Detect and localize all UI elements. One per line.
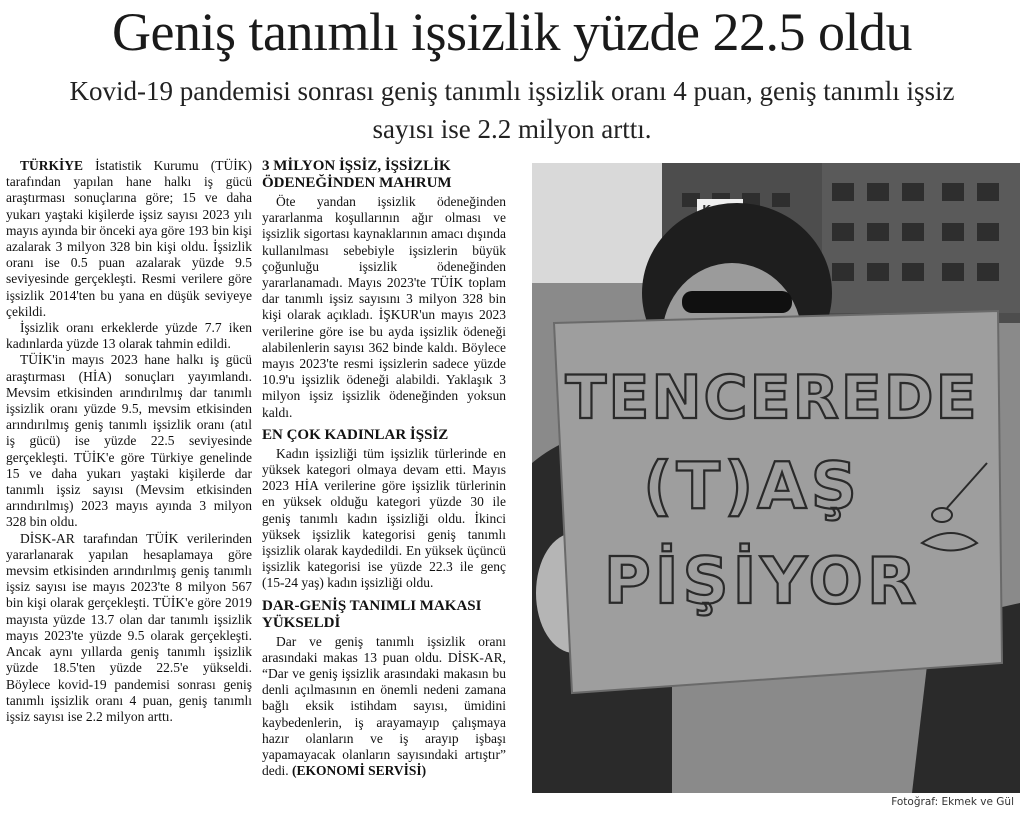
paragraph: Kadın işsizliği tüm işsizlik türlerinde en yüksek kategori olmaya devam etti. Mayıs 2023 HİA verilerine göre işsizlik türlerinin en yüksek olduğu kategori yüzde 30 ile geniş tanımlı kadın işsizliği oldu. İkinci yüksek işsizlik kategorisi geniş tanımlı işsizlik olarak kaydedildi. En yüksek üçüncü işsizlik kategorisi ise yüzde 22.3 ile genç (15-24 yaş) kadın işsizliği oldu. [262, 445, 506, 591]
paragraph: İşsizlik oranı erkeklerde yüzde 7.7 iken kadınlarda yüzde 13 olarak tahmin edildi. [6, 320, 252, 352]
photo-illustration [532, 163, 1020, 793]
section-heading: 3 MİLYON İŞSİZ, İŞSİZLİK ÖDENEĞİNDEN MAHRUM [262, 158, 452, 191]
byline: (EKONOMİ SERVİSİ) [292, 763, 427, 779]
paragraph: DİSK-AR tarafından TÜİK verilerinden yararlanarak yapılan hesaplamaya göre mevsim etkisinden arındırılmış geniş tanımlı işsiz sayısı ise mayıs 2023'te 8 milyon 567 bin kişi olarak gerçekleşti. TÜİK'e göre 2019 mayısta yüzde 13.7 olan dar tanımlı işsizlik mayıs 2023'te yüzde 9.5 olarak gerçekleşti. Ancak aynı yıllarda geniş tanımlı işsizlik yüzde 18.5'ten yüzde 22.5'e yükseldi. Böylece kovid-19 pandemisi sonrası geniş tanımlı işsizlik oranı 4 puan, geniş tanımlı işsiz sayısı ise 2.2 milyon arttı. [6, 530, 252, 724]
sunglasses [682, 291, 792, 313]
section-heading: EN ÇOK KADINLAR İŞSİZ [262, 426, 449, 443]
sign-line-2: (T)AŞ [643, 450, 861, 524]
subheadline: Kovid-19 pandemisi sonrası geniş tanımlı işsizlik oranı 4 puan, geniş tanımlı işsiz sayısı ise 2.2 milyon arttı. [69, 76, 955, 144]
paragraph [262, 634, 506, 780]
lead-word: TÜRKİYE [20, 158, 84, 173]
sign-line-1: TENCEREDE [565, 363, 979, 433]
paragraph: Öte yandan işsizlik ödeneğinden yararlanma koşullarının ağır olması ve işsizlik sigortası kaynaklarının amacı dışında kullanılması sebebiyle işsizlerin büyük çoğunluğu işsizlik ödeneğinden yararlanamadı. Mayıs 2023'te TÜİK toplam dar tanımlı işsiz sayısını 3 milyon 328 bin kişi olarak açıkladı. İŞKUR'un mayıs 2023 verilerine göre ise bu ayda işsizlik ödeneği alabilenlerin sayısı 362 binde kaldı. Böylece mayıs 2023'te resmi işsizlerin sadece yüzde 10.9'u işsizlik ödeneği alabildi. Yaklaşık 3 milyon işsiz işsizlik ödeneğinden yoksun kaldı. [262, 194, 506, 420]
paragraph: TÜİK'in mayıs 2023 hane halkı iş gücü araştırması (HİA) sonuçları yayımlandı. Mevsim etkisinden arındırılmış dar tanımlı işsizlik oranı yüzde 9.5, mevsim etkisinden arındırılmış geniş tanımlı işsizlik oranı (atıl iş gücü) ise yüzde 22.5 seviyesinde gerçekleşti. TÜİK'e göre Türkiye genelinde 15 ve daha yukarı yaştaki kişilerde dar tanımlı işsiz sayısı (Mevsim etkisinden arındırılmış) 2023 mayıs ayında 3 milyon 328 bin oldu. [6, 352, 252, 530]
photo-credit: Fotoğraf: Ekmek ve Gül [891, 796, 1014, 808]
column-1 [6, 158, 252, 725]
paragraph-text: Dar ve geniş tanımlı işsizlik oranı arasındaki makas 13 puan oldu. DİSK-AR, “Dar ve geniş işsizlik arasındaki makasın bu denli açılmasının en önemli nedeni zamana bağlı eksik istihdam sayısı, ümidini kaybedenlerin, iş arayamayıp çalışmaya hazır olanların ve iş arayıp işbaşı yapamayacak olanların sayısındaki artıştır” dedi. [262, 633, 506, 779]
paragraph [6, 158, 252, 320]
section-heading: DAR-GENİŞ TANIMLI MAKASI YÜKSELDİ [262, 597, 482, 631]
paragraph-text: İstatistik Kurumu (TÜİK) tarafından yapılan hane halkı iş gücü araştırması sonuçlarına göre; 15 ve daha yukarı yaştaki kişilerde işsiz sayısı 2023 yılı mayıs ayında bir önceki aya göre 193 bin kişi azalarak 3 milyon 328 bin kişi oldu. İşsizlik oranı ise 0.5 puan azalarak yüzde 9.5 seviyesinde gerçekleşti. Resmi verilere göre işsizlik 2014'ten bu yana en düşük seviyeye çekildi. [6, 158, 252, 319]
headline: Geniş tanımlı işsizlik yüzde 22.5 oldu [112, 2, 912, 62]
protest-photo [532, 163, 1020, 793]
column-2 [262, 158, 506, 780]
sign-line-3: PİŞİYOR [603, 545, 921, 619]
